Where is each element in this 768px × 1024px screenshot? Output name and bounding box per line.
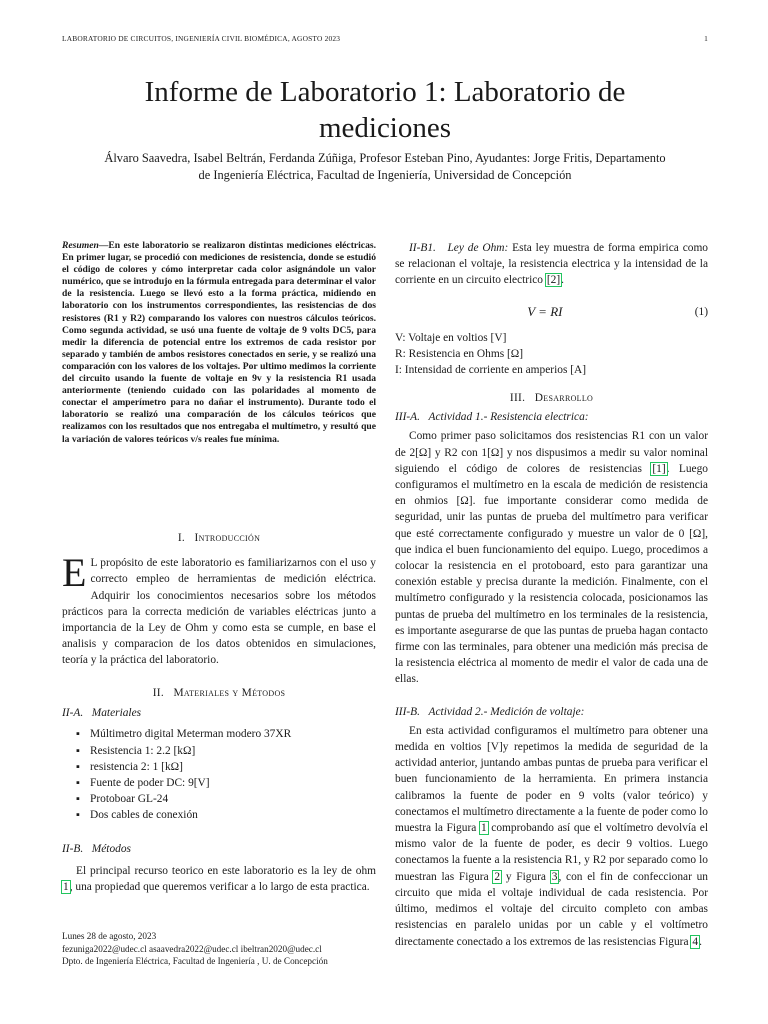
running-header xyxy=(62,34,708,43)
section-heading xyxy=(62,685,376,701)
subsection-title: Actividad 2.- Medición de voltaje: xyxy=(428,705,585,718)
figure-link[interactable]: 2 xyxy=(494,870,501,883)
intro-text: L propósito de este laboratorio es familiarizarnos con el uso y correcto empleo de herramientas de medición eléctrica. Adquirir los conocimientos necesarios sobre los métodos prácticos para la correcta medición de variables eléctricas junto a importancia de la Ley de Ohm y como esta se cumple, en base el analisis y comparacion de los datos obtenidos en simulaciones, teoría y la práctica del laboratorio. xyxy=(62,557,376,667)
variable-list xyxy=(395,330,708,379)
materials-list xyxy=(62,726,376,823)
equation-number: (1) xyxy=(694,305,708,318)
page-number: 1 xyxy=(704,34,708,43)
section-number: I. xyxy=(177,532,186,544)
paper-title xyxy=(60,74,710,146)
ohm-text: Esta ley muestra de forma empirica como se relacionan el voltaje, la resistencia electrica y la intensidad de la corriente en un circuito electrico xyxy=(395,242,709,287)
ohm-text: . xyxy=(561,274,565,287)
subsection-materiales-heading xyxy=(62,705,376,721)
drop-cap: E xyxy=(62,550,87,596)
subsection-number: II-B. xyxy=(62,842,84,855)
intro-paragraph xyxy=(62,550,376,668)
list-item: ▪ Resistencia 1: 2.2 [kΩ] xyxy=(90,743,376,759)
subsection-number: III-A. xyxy=(395,411,420,424)
reference-link[interactable]: 1 xyxy=(63,881,69,894)
list-item: ▪ Protoboar GL-24 xyxy=(90,791,376,807)
methods-text: , una propiedad que queremos verificar a lo largo de esta practica. xyxy=(69,881,370,894)
actividad-1-text: . Luego configuramos el multímetro en la escala de medición de resistencia en ohmios [Ω]. fue importante considerar como medida de seguridad, unir las puntas de prueba del multímetro para verificar que esté correctamente configurado y muestre un valor de 0 [Ω], que indica el buen funcionamiento del equipo. Luego, procedimos a colocar la resistencia en el protoboard, esto para garantizar una conexión estable y precisa durante la medición. Finalmente, con el multímetro configurado y la resistencia colocada, posicionamos las puntas de prueba del multímetro en los terminales de la resistencia, es importante asegurarse de que las puntas de prueba hagan contacto firme con las terminales, para obtener una medición más precisa de la resistencia eléctrica al momento de medir el valor de cada una de ellas. xyxy=(395,462,708,686)
actividad-2-text: y Figura xyxy=(501,870,551,883)
section-materiales-metodos xyxy=(62,685,376,895)
section-introduccion xyxy=(62,530,376,669)
section-desarrollo xyxy=(395,390,708,950)
list-item: ▪ Múltimetro digital Meterman modero 37XR xyxy=(90,726,376,742)
methods-text: El principal recurso teorico en este laboratorio es la ley de ohm xyxy=(76,864,376,877)
variable-r: R: Resistencia en Ohms [Ω] xyxy=(395,348,524,361)
actividad-2-text: , con el fin de confeccionar un circuito que mida el voltaje individual de cada resistencia. Por último, medimos el voltaje del circuito completo con ambas resistencias en paralelo unidas por un cable y el voltímetro directamente conectado a los extremos de las resistencias Figura xyxy=(395,870,708,948)
footnote-date: Lunes 28 de agosto, 2023 xyxy=(62,931,157,941)
variable-i: I: Intensidad de corriente en amperios [A] xyxy=(395,364,587,377)
subsection-title: Métodos xyxy=(91,842,131,855)
reference-link[interactable]: [1] xyxy=(652,462,666,475)
actividad-2-paragraph xyxy=(395,723,708,950)
section-title: Introducción xyxy=(194,532,261,544)
ohm-law-block xyxy=(395,240,708,378)
section-number: II. xyxy=(152,687,165,699)
list-item: ▪ Fuente de poder DC: 9[V] xyxy=(90,775,376,791)
methods-paragraph xyxy=(62,863,376,895)
actividad-2-text: En esta actividad configuramos el multímetro para obtener una medida en voltios [V]y repetimos la medida de seguridad de la actividad anterior, juntando ambas puntas de prueba para verificar el buen funcionamiento de la herramienta. En primera instancia calibramos la fuente de poder en 9 volts (valor teórico) y conectamos el multímetro directamente a la fuente de poder como lo muestra la Figura xyxy=(395,724,708,835)
subsubsection-title: Ley de Ohm: xyxy=(447,242,509,254)
title-line-1: Informe de Laboratorio 1: Laboratorio de xyxy=(144,76,626,108)
subsection-title: Actividad 1.- Resistencia electrica: xyxy=(428,411,589,424)
footnote-emails: fezuniga2022@udec.cl asaavedra2022@udec.cl ibeltran2020@udec.cl xyxy=(62,943,322,954)
subsection-actividad-2-heading xyxy=(395,704,708,720)
section-title: Materiales y Métodos xyxy=(173,687,286,699)
subsubsection-label: II-B1. xyxy=(409,242,436,254)
title-line-2: mediciones xyxy=(318,112,452,144)
actividad-2-text: . xyxy=(699,935,702,948)
authors-line-2: de Ingeniería Eléctrica, Facultad de Ingeniería, Universidad de Concepción xyxy=(198,168,572,182)
running-title: LABORATORIO DE CIRCUITOS, INGENIERÍA CIVIL BIOMÉDICA, AGOSTO 2023 xyxy=(62,34,341,43)
subsection-number: II-A. xyxy=(62,707,84,720)
equation-formula: V = RI xyxy=(527,303,563,319)
authors-line-1: Álvaro Saavedra, Isabel Beltrán, Ferdanda Zúñiga, Profesor Esteban Pino, Ayudantes: Jorge Fritis, Departamento xyxy=(104,151,666,165)
figure-link[interactable]: 3 xyxy=(551,870,558,883)
section-heading xyxy=(62,530,376,546)
actividad-2-text: comprobando así que el voltímetro devolvía el mismo valor de la fuente de poder, es decir 9 voltios. Luego conectamos la fuente a la resistencia R1, y R2 por separado como lo muestran las Figura xyxy=(395,822,708,883)
figure-link[interactable]: 1 xyxy=(480,822,487,835)
section-title: Desarrollo xyxy=(534,392,594,404)
actividad-1-paragraph xyxy=(395,428,708,687)
list-item: ▪ Dos cables de conexión xyxy=(90,807,376,823)
footnote xyxy=(62,930,382,968)
figure-link[interactable]: 4 xyxy=(692,935,699,948)
author-block xyxy=(60,150,710,184)
section-heading xyxy=(395,390,708,406)
subsection-number: III-B. xyxy=(395,705,420,718)
list-item: ▪ resistencia 2: 1 [kΩ] xyxy=(90,759,376,775)
footnote-affiliation: Dpto. de Ingeniería Eléctrica, Facultad de Ingeniería , U. de Concepción xyxy=(62,956,328,967)
abstract-lead: Resumen xyxy=(62,240,99,251)
equation xyxy=(395,304,708,320)
reference-link[interactable]: [2] xyxy=(546,274,561,287)
actividad-1-text: Como primer paso solicitamos dos resistencias R1 con un valor de 2[Ω] y R2 con 1[Ω] y nos dispusimos a medir su valor nominal siguiendo el código de colores de resistencias xyxy=(395,430,708,475)
abstract xyxy=(62,240,376,446)
subsection-title: Materiales xyxy=(91,707,142,720)
ohm-paragraph xyxy=(395,240,708,289)
section-number: III. xyxy=(509,392,526,404)
abstract-text: —En este laboratorio se realizaron distintas mediciones eléctricas. En primer lugar, se procedió con mediciones de resistencia, donde se estudió el código de colores y cómo interpretar cada color asignándole un valor numérico, que se introdujo en la fórmula entregada para determinar el valor de la resistencia. Luego se llevó esto a la forma práctica, midiendo en laboratorio con los instrumentos correspondientes, las resistencias de dos resistores (R1 y R2) comparando los valores con nuestros cálculos teóricos. Como segunda actividad, se usó una fuente de voltaje de 9 volts DC5, para medir la diferencia de potencial entre los extremos de cada resistor por separado y también de ambos resistores conectados en serie, y se realizó una comparación con los valores de los voltajes. Por ultimo medimos la corriente del circuito usando la fuente de voltaje en 9v y la resistencia R1 usada anteriormente (teniendo cuidado con las polaridades al momento de conectar el amperímetro para no dañar el instrumento). Durante todo el laboratorio se realizó una comparación de los cálculos teóricos que realizamos con los resultados que nos entregaba el multímetro, y resultó que la variación de valores teóricos v/s reales fue mínima. xyxy=(62,240,376,445)
subsection-metodos-heading xyxy=(62,841,376,857)
subsection-actividad-1-heading xyxy=(395,409,708,425)
variable-v: V: Voltaje en voltios [V] xyxy=(395,331,507,344)
